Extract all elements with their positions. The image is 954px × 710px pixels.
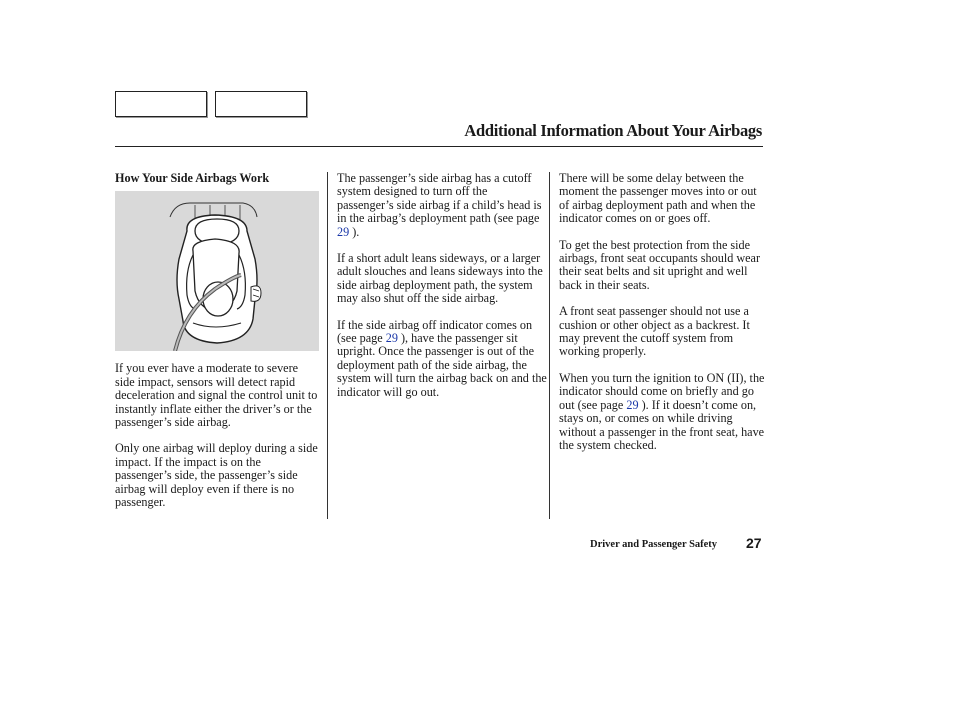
- section-heading: How Your Side Airbags Work: [115, 171, 270, 185]
- page-title: Additional Information About Your Airbags: [464, 121, 762, 140]
- column-3: [559, 172, 765, 465]
- col3-paragraph-4: [559, 372, 765, 452]
- col3-paragraph-3: A front seat passenger should not use a cushion or other object as a backrest. It may prevent the cutoff system from working properly.: [559, 304, 750, 359]
- column-1: [115, 172, 319, 522]
- side-airbag-illustration: [115, 191, 319, 351]
- col3-p4-text: When you turn the ignition to ON (II), the indicator should come on briefly and go out (see page: [559, 370, 765, 412]
- title-divider: [115, 146, 763, 147]
- col2-p1-text: The passenger’s side airbag has a cutoff system designed to turn off the passenger’s side airbag if a child’s head is in the airbag’s deployment path (see page: [337, 171, 542, 226]
- col2-p3-tail: ), have the passenger sit upright. Once the passenger is out of the deployment path of the side airbag, the system will turn the airbag back on and the indicator will go out.: [337, 331, 547, 399]
- page-link-29[interactable]: 29: [626, 397, 639, 412]
- col2-paragraph-1: [337, 172, 547, 239]
- footer-section-title: Driver and Passenger Safety: [590, 539, 718, 550]
- col2-paragraph-2: If a short adult leans sideways, or a larger adult slouches and leans sideways into the side airbag deployment path, the system may also shut off the side airbag.: [337, 251, 543, 306]
- col2-paragraph-3: [337, 319, 547, 399]
- page-link-29[interactable]: 29: [337, 224, 350, 239]
- column-divider-1: [327, 172, 328, 519]
- column-2: [337, 172, 547, 412]
- col3-p4-tail: ). If it doesn’t come on, stays on, or comes on while driving without a passenger in the front seat, have the system checked.: [559, 397, 765, 452]
- page-link-29[interactable]: 29: [385, 331, 398, 346]
- col1-paragraph-2: Only one airbag will deploy during a side impact. If the impact is on the passenger’s side, the passenger’s side airbag will deploy even if there is no passenger.: [115, 441, 318, 510]
- page-number: 27: [746, 535, 762, 551]
- col1-paragraph-1: If you ever have a moderate to severe side impact, sensors will detect rapid deceleration and signal the control unit to instantly inflate either the driver’s or the passenger’s side airbag.: [115, 361, 318, 430]
- column-divider-2: [549, 172, 550, 519]
- nav-button-1[interactable]: [115, 91, 207, 117]
- col3-paragraph-1: There will be some delay between the moment the passenger moves into or out of airbag deployment path and when the indicator comes on or goes off.: [559, 171, 757, 226]
- nav-button-2[interactable]: [215, 91, 307, 117]
- col3-paragraph-2: To get the best protection from the side airbags, front seat occupants should wear their seat belts and sit upright and well back in their seats.: [559, 237, 761, 292]
- col2-p1-tail: ).: [349, 224, 360, 239]
- col2-p3-text: If the side airbag off indicator comes on (see page: [337, 317, 533, 346]
